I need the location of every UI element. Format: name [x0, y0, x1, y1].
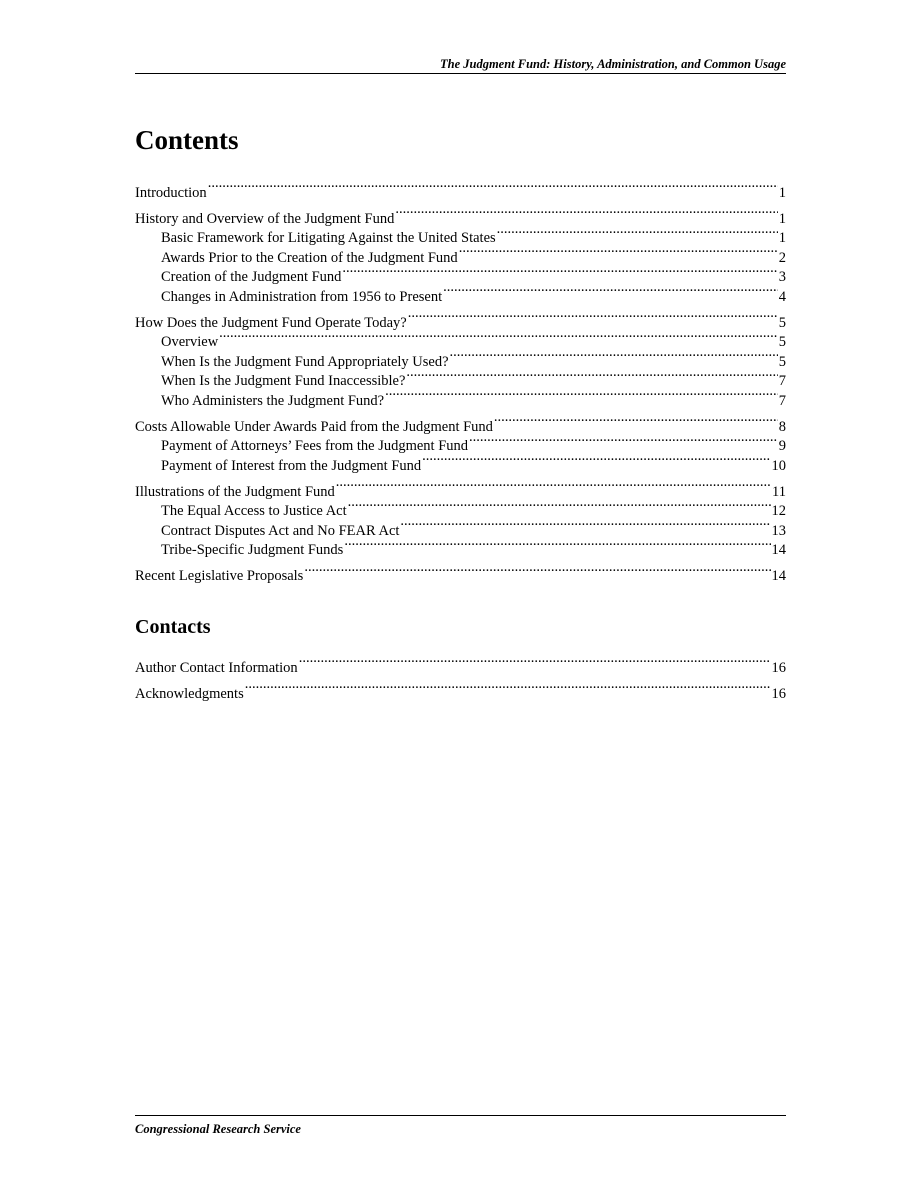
toc-entry-label: Author Contact Information	[135, 659, 298, 676]
toc-entry-page: 4	[778, 288, 786, 305]
toc-entry-page: 10	[771, 457, 786, 474]
toc-entry-history-overview[interactable]	[135, 203, 786, 227]
toc-entry-label: Illustrations of the Judgment Fund	[135, 483, 335, 500]
dot-leader	[336, 476, 771, 496]
toc-entry-label: When Is the Judgment Fund Inaccessible?	[161, 373, 406, 389]
page-title: Contents	[135, 125, 239, 155]
toc-entry-label: How Does the Judgment Fund Operate Today?	[135, 314, 407, 331]
contacts-heading: Contacts	[135, 616, 211, 638]
toc-entry-overview[interactable]	[135, 327, 786, 350]
dot-leader	[443, 281, 778, 301]
toc-entry-page: 2	[778, 249, 786, 266]
toc-entry-label: Payment of Interest from the Judgment Fund	[161, 457, 422, 474]
dot-leader	[304, 561, 770, 581]
toc-entry-label: Changes in Administration from 1956 to Present	[161, 288, 443, 305]
dot-leader	[245, 678, 771, 698]
toc-entry-appropriately-used[interactable]	[135, 346, 786, 370]
dot-leader	[348, 496, 771, 516]
toc-entry-page: 1	[778, 184, 786, 201]
toc-entry-page: 3	[778, 269, 786, 285]
dot-leader	[450, 346, 778, 366]
toc-entry-label: Basic Framework for Litigating Against the United States	[161, 230, 496, 246]
toc-entry-page: 1	[778, 210, 786, 227]
toc-entry-page: 16	[771, 659, 786, 676]
dot-leader	[422, 450, 770, 470]
dot-leader	[400, 515, 770, 535]
toc-entry-author-contact[interactable]	[135, 652, 786, 676]
toc-entry-page: 9	[778, 438, 786, 454]
footer-rule	[135, 1115, 786, 1116]
header-rule	[135, 73, 786, 74]
toc-entry-label: Overview	[161, 334, 219, 350]
toc-entry-page: 1	[778, 230, 786, 246]
toc-entry-page: 14	[771, 568, 786, 584]
toc-entry-page: 7	[778, 373, 786, 389]
toc-entry-label: Introduction	[135, 184, 207, 201]
toc-entry-label: When Is the Judgment Fund Appropriately Used?	[161, 353, 449, 370]
toc-entry-label: Recent Legislative Proposals	[135, 568, 304, 584]
toc-entry-page: 8	[778, 418, 786, 435]
toc-entry-how-operate[interactable]	[135, 307, 786, 331]
toc-entry-label: Who Administers the Judgment Fund?	[161, 392, 385, 409]
running-footer: Congressional Research Service	[135, 1122, 301, 1136]
toc-entry-label: Costs Allowable Under Awards Paid from the Judgment Fund	[135, 418, 493, 435]
dot-leader	[208, 177, 778, 197]
toc-entry-label: History and Overview of the Judgment Fund	[135, 210, 395, 227]
toc-entry-page: 5	[778, 353, 786, 370]
dot-leader	[459, 242, 778, 262]
dot-leader	[497, 223, 778, 243]
toc-entry-illustrations[interactable]	[135, 476, 786, 500]
dot-leader	[342, 262, 777, 282]
dot-leader	[406, 366, 777, 386]
toc-entry-page: 14	[771, 542, 786, 558]
toc-entry-page: 7	[778, 392, 786, 409]
toc-entry-costs-allowable[interactable]	[135, 411, 786, 435]
dot-leader	[299, 652, 771, 672]
toc-entry-acknowledgments[interactable]	[135, 678, 786, 702]
table-of-contents	[135, 177, 786, 584]
dot-leader	[469, 431, 778, 451]
toc-entry-page: 16	[771, 685, 786, 702]
toc-entry-label: Tribe-Specific Judgment Funds	[161, 542, 344, 558]
toc-entry-page: 5	[778, 334, 786, 350]
dot-leader	[494, 411, 778, 431]
toc-entry-page: 13	[771, 522, 786, 539]
dot-leader	[344, 535, 770, 555]
toc-entry-label: Creation of the Judgment Fund	[161, 269, 342, 285]
dot-leader	[219, 327, 778, 347]
dot-leader	[395, 203, 777, 223]
toc-entry-legislative-proposals[interactable]	[135, 561, 786, 584]
dot-leader	[408, 307, 778, 327]
toc-entry-page: 11	[772, 483, 786, 500]
toc-entry-page: 12	[771, 503, 786, 519]
contacts-list	[135, 652, 786, 702]
toc-entry-label: Acknowledgments	[135, 685, 244, 702]
toc-entry-label: Payment of Attorneys’ Fees from the Judgment Fund	[161, 438, 469, 454]
toc-entry-label: Contract Disputes Act and No FEAR Act	[161, 522, 400, 539]
toc-entry-introduction[interactable]	[135, 177, 786, 201]
running-header: The Judgment Fund: History, Administration, and Common Usage	[439, 57, 786, 71]
dot-leader	[385, 385, 778, 405]
toc-entry-label: Awards Prior to the Creation of the Judgment Fund	[161, 249, 458, 266]
toc-entry-page: 5	[778, 314, 786, 331]
toc-entry-label: The Equal Access to Justice Act	[161, 503, 347, 519]
